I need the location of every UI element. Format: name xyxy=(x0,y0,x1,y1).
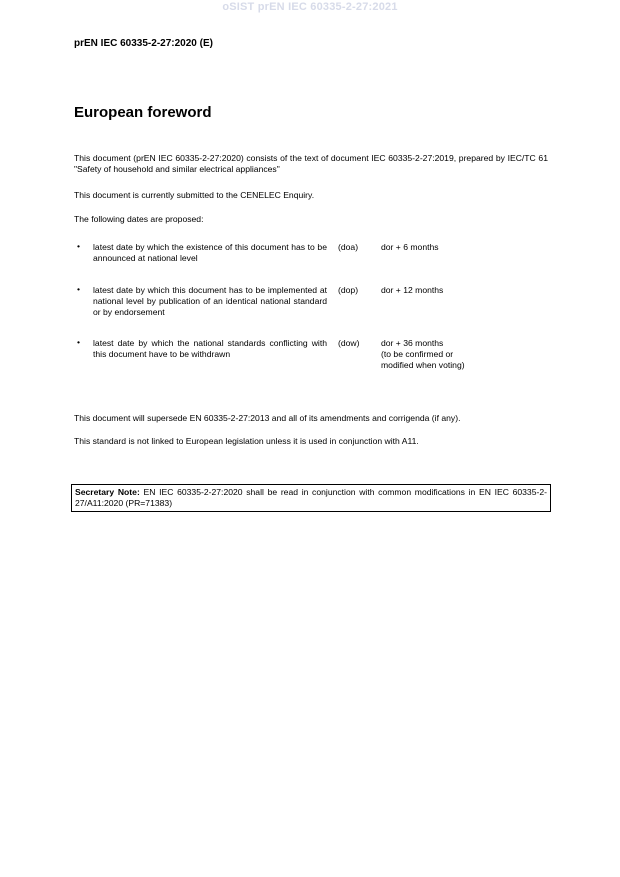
date-code: (dow) xyxy=(338,338,360,348)
date-description: latest date by which the national standards conflicting with this document have to be withdrawn xyxy=(93,338,327,359)
date-deadline-line: (to be confirmed or xyxy=(381,349,454,359)
secretary-note-text: EN IEC 60335-2-27:2020 shall be read in conjunction with common modifications in EN IEC 60335-2-27/A11:2020 (PR=71383) xyxy=(75,487,547,508)
date-description: latest date by which this document has to be implemented at national level by publication of an identical national standard or by endorsement xyxy=(93,285,327,317)
dates-intro-paragraph: The following dates are proposed: xyxy=(74,214,204,224)
document-id-header: prEN IEC 60335-2-27:2020 (E) xyxy=(74,38,213,49)
secretary-note-label: Secretary Note: xyxy=(75,487,140,497)
page-title: European foreword xyxy=(74,104,212,121)
date-deadline: dor + 12 months xyxy=(381,285,444,295)
date-deadline-line: dor + 36 months xyxy=(381,338,444,348)
secretary-note-box xyxy=(71,484,551,512)
date-description: latest date by which the existence of this document has to be announced at national level xyxy=(93,242,327,263)
date-deadline: dor + 6 months xyxy=(381,242,439,252)
date-code: (doa) xyxy=(338,242,359,252)
enquiry-paragraph: This document is currently submitted to the CENELEC Enquiry. xyxy=(74,190,315,200)
bullet-icon: • xyxy=(77,241,81,251)
legislation-paragraph: This standard is not linked to European legislation unless it is used in conjunction with A11. xyxy=(74,436,419,446)
date-code: (dop) xyxy=(338,285,359,295)
date-deadline xyxy=(381,338,521,371)
bullet-icon: • xyxy=(77,284,81,294)
intro-paragraph: This document (prEN IEC 60335-2-27:2020) consists of the text of document IEC 60335-2-27:2019, prepared by IEC/TC 61 "Safety of household and similar electrical appliances" xyxy=(74,153,548,174)
watermark: oSIST prEN IEC 60335-2-27:2021 xyxy=(222,1,398,13)
date-deadline-line: modified when voting) xyxy=(381,360,465,370)
bullet-icon: • xyxy=(77,337,81,347)
supersede-paragraph: This document will supersede EN 60335-2-27:2013 and all of its amendments and corrigenda (if any). xyxy=(74,413,461,423)
